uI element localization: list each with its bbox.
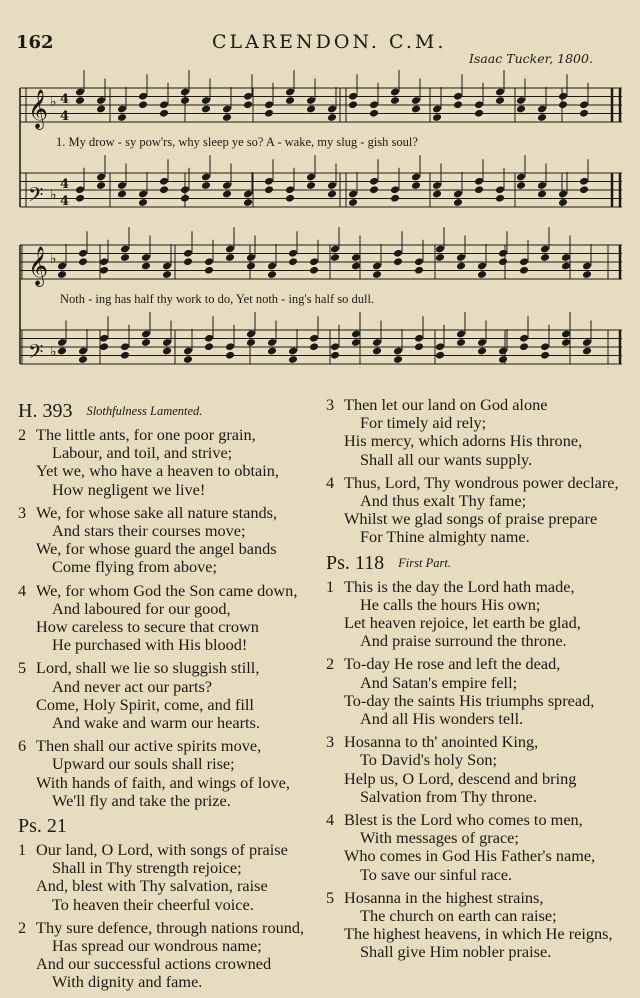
verse-line bbox=[18, 558, 318, 576]
verse-text: Lord, shall we lie so sluggish still, bbox=[36, 658, 260, 678]
verse-line bbox=[326, 692, 636, 710]
note-head bbox=[96, 105, 106, 114]
verse-number: 4 bbox=[326, 810, 335, 830]
note-head bbox=[309, 266, 319, 275]
verse-text: We, for whom God the Son came down, bbox=[36, 580, 298, 600]
verse-line bbox=[326, 474, 636, 492]
time-signature: 4 bbox=[60, 177, 70, 192]
verse bbox=[326, 811, 636, 884]
note-head bbox=[540, 253, 550, 262]
verse-line bbox=[326, 751, 636, 769]
page-number: 162 bbox=[16, 32, 54, 53]
note-head bbox=[393, 355, 403, 364]
note-head bbox=[141, 262, 151, 271]
verse-text: Shall give Him nobler praise. bbox=[360, 942, 552, 962]
note-head bbox=[348, 198, 358, 207]
note-head bbox=[498, 355, 508, 364]
verse-text: Help us, O Lord, descend and bring bbox=[344, 768, 577, 788]
note-head bbox=[456, 338, 466, 347]
verse-text: And never act our parts? bbox=[52, 676, 213, 696]
verse-line bbox=[18, 678, 318, 696]
note-head bbox=[204, 266, 214, 275]
note-head bbox=[222, 113, 232, 122]
treble-clef-icon: 𝄞 bbox=[28, 89, 49, 129]
note-head bbox=[159, 185, 169, 194]
verse-line bbox=[18, 919, 318, 937]
verse bbox=[18, 737, 318, 810]
flat-sign-icon: ♭ bbox=[50, 187, 57, 203]
verse-line bbox=[326, 451, 636, 469]
verse-line bbox=[326, 596, 636, 614]
verse-line bbox=[18, 462, 318, 480]
verse-text: Thus, Lord, Thy wondrous power declare, bbox=[344, 472, 619, 492]
note-head bbox=[477, 270, 487, 279]
note-head bbox=[330, 351, 340, 360]
verse-line bbox=[18, 481, 318, 499]
note-head bbox=[435, 253, 445, 262]
verse-text: For Thine almighty name. bbox=[360, 527, 530, 547]
verse-text: Labour, and toil, and strive; bbox=[52, 443, 233, 463]
verse bbox=[326, 733, 636, 806]
composer-credit: Isaac Tucker, 1800. bbox=[469, 51, 593, 66]
verse-number: 4 bbox=[326, 472, 335, 492]
verse-line bbox=[326, 733, 636, 751]
hymn-heading bbox=[326, 552, 636, 575]
flat-sign-icon: ♭ bbox=[50, 251, 57, 267]
note-head bbox=[306, 105, 316, 114]
verse-line bbox=[326, 943, 636, 961]
verse-line bbox=[326, 710, 636, 728]
verse-line bbox=[18, 896, 318, 914]
note-head bbox=[372, 270, 382, 279]
note-head bbox=[138, 198, 148, 207]
hymn-subtitle: First Part. bbox=[398, 555, 451, 570]
note-head bbox=[327, 190, 337, 199]
verse-text: With messages of grace; bbox=[360, 828, 519, 848]
lyric-line-2: Noth - ing has half thy work to do, Yet noth - ing's half so dull. bbox=[60, 292, 375, 306]
left-text-column bbox=[18, 396, 318, 997]
note-head bbox=[183, 355, 193, 364]
music-score bbox=[0, 0, 640, 400]
verse-number: 3 bbox=[326, 395, 335, 414]
verse bbox=[326, 396, 636, 469]
note-head bbox=[78, 257, 88, 266]
verse-number: 1 bbox=[326, 576, 335, 596]
note-head bbox=[519, 266, 529, 275]
note-head bbox=[537, 113, 547, 122]
verse-text: We, for whose guard the angel bands bbox=[36, 539, 277, 559]
verse-line bbox=[18, 540, 318, 558]
verse-text: Our land, O Lord, with songs of praise bbox=[36, 840, 288, 860]
verse-text: For timely aid rely; bbox=[360, 413, 487, 433]
verse-text: The highest heavens, in which He reigns, bbox=[344, 924, 613, 944]
note-head bbox=[225, 253, 235, 262]
note-head bbox=[78, 355, 88, 364]
verse-line bbox=[18, 696, 318, 714]
verse-text: We, for whose sake all nature stands, bbox=[36, 502, 278, 522]
note-head bbox=[162, 270, 172, 279]
note-head bbox=[582, 347, 592, 356]
verse-text: Shall all our wants supply. bbox=[360, 449, 533, 469]
verse-text: To-day the saints His triumphs spread, bbox=[344, 690, 595, 710]
verse bbox=[18, 659, 318, 732]
hymn-heading bbox=[18, 815, 318, 838]
verse-line bbox=[326, 907, 636, 925]
note-head bbox=[264, 185, 274, 194]
note-head bbox=[435, 351, 445, 360]
hymn-heading bbox=[18, 400, 318, 423]
note-head bbox=[288, 257, 298, 266]
verse-text: And our successful actions crowned bbox=[36, 954, 272, 974]
note-head bbox=[246, 262, 256, 271]
verse-line bbox=[18, 877, 318, 895]
flat-sign-icon: ♭ bbox=[50, 94, 57, 110]
note-head bbox=[243, 100, 253, 109]
note-head bbox=[243, 198, 253, 207]
verse-number: 2 bbox=[18, 917, 27, 937]
verse bbox=[326, 474, 636, 547]
note-head bbox=[495, 96, 505, 105]
note-head bbox=[57, 347, 67, 356]
note-head bbox=[579, 109, 589, 118]
note-head bbox=[162, 347, 172, 356]
verse bbox=[326, 578, 636, 651]
verse-text: Whilst we glad songs of praise prepare bbox=[344, 509, 598, 529]
verse-text: Hosanna in the highest strains, bbox=[344, 887, 544, 907]
verse-text: Thy sure defence, through nations round, bbox=[36, 917, 305, 937]
verse-text: To David's holy Son; bbox=[360, 750, 498, 770]
verse-line bbox=[18, 859, 318, 877]
note-head bbox=[120, 253, 130, 262]
verse-text: Then shall our active spirits move, bbox=[36, 736, 262, 756]
verse-text: The little ants, for one poor grain, bbox=[36, 425, 256, 444]
verse-number: 6 bbox=[18, 736, 27, 756]
note-head bbox=[516, 105, 526, 114]
note-head bbox=[96, 181, 106, 190]
verse-line bbox=[18, 426, 318, 444]
verse-text: How careless to secure that crown bbox=[36, 617, 259, 637]
verse-line bbox=[326, 614, 636, 632]
verse-text: His mercy, which adorns His throne, bbox=[344, 431, 583, 451]
note-head bbox=[117, 190, 127, 199]
note-head bbox=[540, 351, 550, 360]
verse bbox=[18, 504, 318, 577]
verse-text: We'll fly and take the prize. bbox=[52, 790, 231, 810]
verse-line bbox=[18, 582, 318, 600]
verse-text: And, blest with Thy salvation, raise bbox=[36, 876, 268, 896]
verse-line bbox=[18, 618, 318, 636]
verse-text: Shall in Thy strength rejoice; bbox=[52, 858, 242, 878]
flat-sign-icon: ♭ bbox=[50, 344, 57, 360]
verse-text: Blest is the Lord who comes to men, bbox=[344, 810, 583, 830]
verse-text: Come flying from above; bbox=[52, 557, 218, 577]
note-head bbox=[288, 355, 298, 364]
note-head bbox=[348, 100, 358, 109]
verse-line bbox=[326, 847, 636, 865]
verse-number: 4 bbox=[18, 580, 27, 600]
verse-text: Then let our land on God alone bbox=[344, 395, 548, 414]
verse-text: And thus exalt Thy fame; bbox=[360, 491, 527, 511]
note-head bbox=[372, 347, 382, 356]
note-head bbox=[246, 338, 256, 347]
note-head bbox=[285, 194, 295, 203]
verse-text: Come, Holy Spirit, come, and fill bbox=[36, 694, 254, 714]
note-head bbox=[201, 181, 211, 190]
note-head bbox=[579, 185, 589, 194]
note-head bbox=[432, 190, 442, 199]
note-head bbox=[117, 113, 127, 122]
verse-text: This is the day the Lord hath made, bbox=[344, 576, 575, 596]
note-head bbox=[537, 190, 547, 199]
verse-line bbox=[326, 866, 636, 884]
note-head bbox=[390, 96, 400, 105]
verse-line bbox=[18, 444, 318, 462]
verse-text: And laboured for our good, bbox=[52, 598, 231, 618]
verse-line bbox=[326, 528, 636, 546]
verse-line bbox=[18, 659, 318, 677]
verse bbox=[18, 426, 318, 499]
bass-clef-icon: 𝄢 bbox=[28, 183, 44, 211]
verse-line bbox=[18, 973, 318, 991]
note-head bbox=[225, 351, 235, 360]
note-head bbox=[183, 257, 193, 266]
note-head bbox=[75, 96, 85, 105]
verse-line bbox=[18, 737, 318, 755]
verse-text: Upward our souls shall rise; bbox=[52, 754, 235, 774]
verse-text: How negligent we live! bbox=[52, 479, 206, 499]
verse-text: To heaven their cheerful voice. bbox=[52, 894, 254, 914]
verse-number: 3 bbox=[18, 502, 27, 522]
verse-line bbox=[326, 829, 636, 847]
note-head bbox=[201, 105, 211, 114]
note-head bbox=[138, 100, 148, 109]
note-head bbox=[519, 342, 529, 351]
verse-line bbox=[18, 841, 318, 859]
verse-line bbox=[18, 714, 318, 732]
verse bbox=[326, 655, 636, 728]
note-head bbox=[285, 96, 295, 105]
note-head bbox=[327, 113, 337, 122]
verse-line bbox=[18, 600, 318, 618]
verse-line bbox=[326, 396, 636, 414]
note-head bbox=[267, 270, 277, 279]
verse-text: And Satan's empire fell; bbox=[360, 672, 518, 692]
note-head bbox=[498, 257, 508, 266]
time-signature: 4 bbox=[60, 109, 70, 124]
note-head bbox=[180, 194, 190, 203]
note-head bbox=[495, 194, 505, 203]
note-head bbox=[477, 347, 487, 356]
note-head bbox=[516, 181, 526, 190]
note-head bbox=[453, 198, 463, 207]
verse-line bbox=[326, 925, 636, 943]
verse-text: Who comes in God His Father's name, bbox=[344, 846, 596, 866]
verse-text: And praise surround the throne. bbox=[360, 631, 567, 651]
verse-number: 5 bbox=[326, 887, 335, 907]
verse-text: He purchased with His blood! bbox=[52, 635, 248, 655]
note-head bbox=[393, 257, 403, 266]
verse-number: 1 bbox=[18, 840, 27, 860]
hymn-subtitle: Slothfulness Lamented. bbox=[86, 404, 203, 418]
note-head bbox=[159, 109, 169, 118]
verse-line bbox=[326, 811, 636, 829]
verse-line bbox=[326, 655, 636, 673]
bass-clef-icon: 𝄢 bbox=[28, 340, 44, 368]
note-head bbox=[204, 342, 214, 351]
hymn-number: Ps. 21 bbox=[18, 815, 67, 838]
note-head bbox=[306, 181, 316, 190]
note-head bbox=[222, 190, 232, 199]
verse-text: The church on earth can raise; bbox=[360, 906, 557, 926]
note-head bbox=[180, 96, 190, 105]
verse-line bbox=[18, 937, 318, 955]
note-head bbox=[474, 185, 484, 194]
verse bbox=[326, 889, 636, 962]
verse-text: Yet we, who have a heaven to obtain, bbox=[36, 461, 279, 481]
time-signature: 4 bbox=[60, 92, 70, 107]
verse-line bbox=[326, 770, 636, 788]
verse-text: And all His wonders tell. bbox=[360, 709, 524, 729]
note-head bbox=[369, 185, 379, 194]
verse-text: Hosanna to th' anointed King, bbox=[344, 732, 539, 752]
verse-line bbox=[326, 510, 636, 528]
note-head bbox=[57, 270, 67, 279]
note-head bbox=[411, 105, 421, 114]
verse-line bbox=[18, 792, 318, 810]
note-head bbox=[558, 198, 568, 207]
verse-number: 5 bbox=[18, 658, 27, 678]
lyric-line-1: 1. My drow - sy pow'rs, why sleep ye so? A - wake, my slug - gish soul? bbox=[56, 135, 418, 149]
verse-text: He calls the hours His own; bbox=[360, 594, 541, 614]
verse-text: To save our sinful race. bbox=[360, 864, 513, 884]
note-head bbox=[75, 194, 85, 203]
hymn-number: Ps. 118 bbox=[326, 551, 385, 574]
verse-line bbox=[326, 492, 636, 510]
treble-clef-icon: 𝄞 bbox=[28, 246, 49, 286]
note-head bbox=[330, 253, 340, 262]
verse-text: With hands of faith, and wings of love, bbox=[36, 772, 290, 792]
note-head bbox=[558, 100, 568, 109]
verse-text: And stars their courses move; bbox=[52, 521, 246, 541]
verse-line bbox=[326, 414, 636, 432]
verse-text: With dignity and fame. bbox=[52, 972, 203, 992]
verse-text: And wake and warm our hearts. bbox=[52, 713, 260, 733]
tune-title: CLARENDON. C.M. bbox=[212, 31, 447, 53]
note-head bbox=[414, 266, 424, 275]
verse-line bbox=[326, 432, 636, 450]
hymn-number: H. 393 bbox=[18, 400, 73, 422]
verse bbox=[18, 841, 318, 914]
verse-text: Has spread our wondrous name; bbox=[52, 936, 262, 956]
verse-line bbox=[326, 632, 636, 650]
note-head bbox=[141, 338, 151, 347]
verse-text: Let heaven rejoice, let earth be glad, bbox=[344, 613, 581, 633]
note-head bbox=[453, 100, 463, 109]
note-head bbox=[411, 181, 421, 190]
verse-line bbox=[326, 674, 636, 692]
verse-number: 2 bbox=[18, 425, 27, 444]
verse-line bbox=[18, 636, 318, 654]
note-head bbox=[264, 109, 274, 118]
time-signature: 4 bbox=[60, 194, 70, 209]
note-head bbox=[309, 342, 319, 351]
verse bbox=[18, 582, 318, 655]
verse-line bbox=[18, 522, 318, 540]
note-head bbox=[582, 270, 592, 279]
right-text-column bbox=[326, 396, 636, 967]
verse-line bbox=[18, 504, 318, 522]
verse-text: To-day He rose and left the dead, bbox=[344, 654, 561, 674]
note-head bbox=[432, 113, 442, 122]
verse bbox=[18, 919, 318, 992]
note-head bbox=[120, 351, 130, 360]
verse-text: Salvation from Thy throne. bbox=[360, 786, 537, 806]
verse-line bbox=[326, 889, 636, 907]
verse-line bbox=[326, 788, 636, 806]
verse-line bbox=[326, 578, 636, 596]
verse-number: 3 bbox=[326, 732, 335, 752]
verse-line bbox=[18, 774, 318, 792]
note-head bbox=[369, 109, 379, 118]
verse-line bbox=[18, 955, 318, 973]
verse-number: 2 bbox=[326, 654, 335, 674]
verse-line bbox=[18, 755, 318, 773]
note-head bbox=[390, 194, 400, 203]
note-head bbox=[267, 347, 277, 356]
note-head bbox=[414, 342, 424, 351]
note-head bbox=[474, 109, 484, 118]
note-head bbox=[456, 262, 466, 271]
